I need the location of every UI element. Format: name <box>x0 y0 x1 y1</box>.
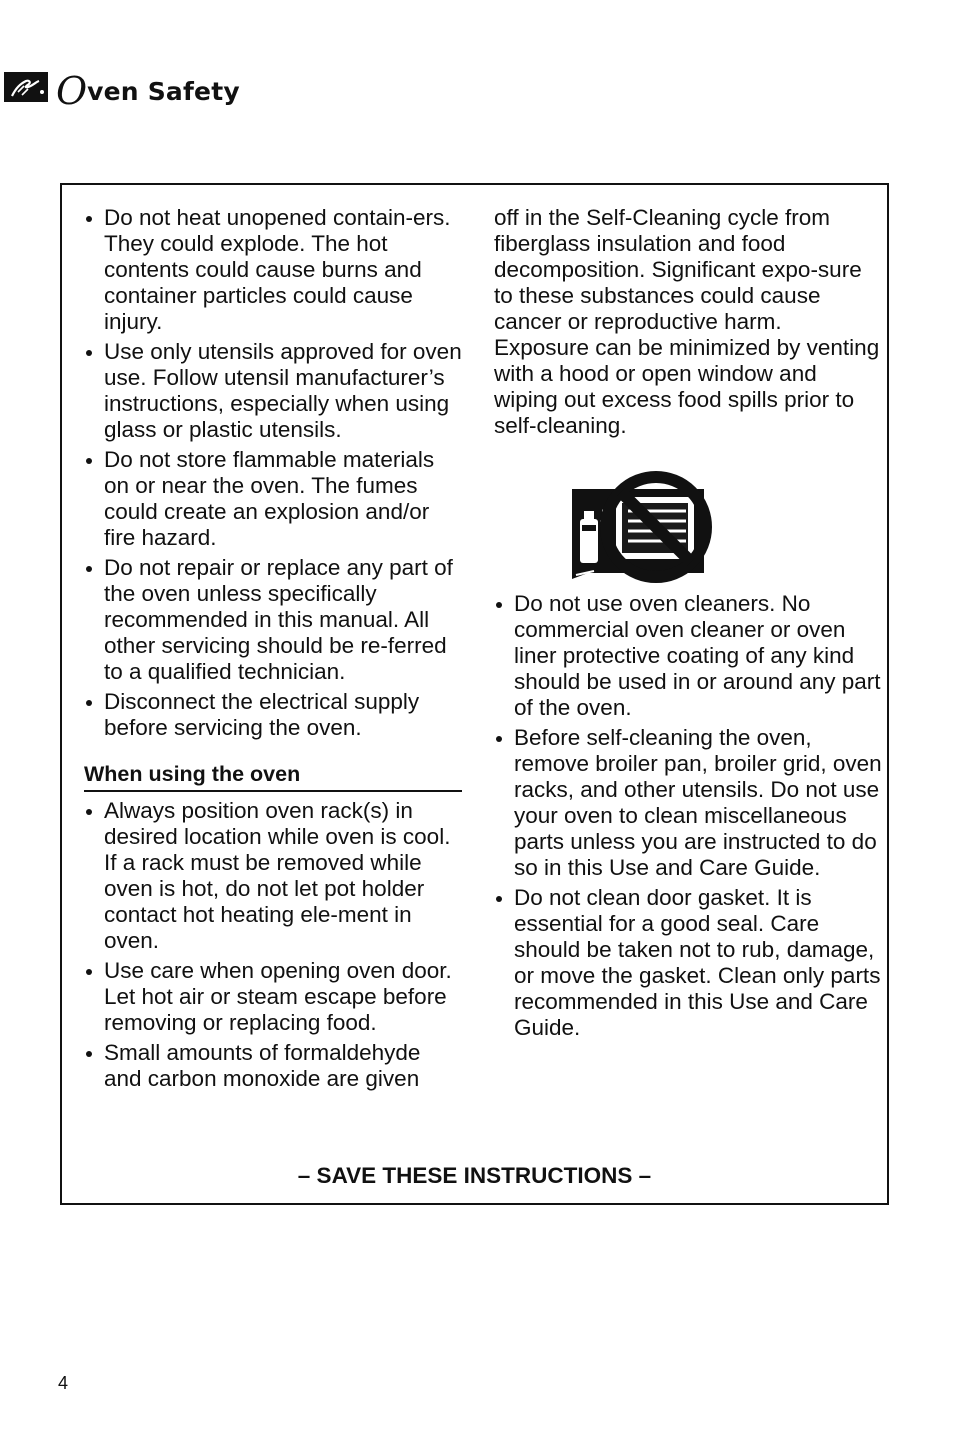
list-item: Do not store flammable materials on or near the oven. The fumes could create an explosion and/or fire hazard. <box>84 447 462 551</box>
section-heading: When using the oven <box>84 761 462 792</box>
list-item: Always position oven rack(s) in desired location while oven is cool. If a rack must be removed while oven is hot, do not let pot holder contact hot heating ele-ment in oven. <box>84 798 462 954</box>
list-item: Use care when opening oven door. Let hot air or steam escape before removing or replacing food. <box>84 958 462 1036</box>
oven-use-list <box>84 798 462 1092</box>
page-title-initial: O <box>56 69 88 113</box>
list-item: Small amounts of formaldehyde and carbon monoxide are given <box>84 1040 462 1092</box>
cleaning-safety-list <box>494 591 882 1041</box>
page-header <box>4 66 240 113</box>
page-title: ven Safety <box>87 77 240 106</box>
list-item: Do not heat unopened contain-ers. They could explode. The hot contents could cause burns and container particles could cause injury. <box>84 205 462 335</box>
continued-paragraph: off in the Self-Cleaning cycle from fiberglass insulation and food decomposition. Significant expo-sure to these substances could cause cancer or reproductive harm. Exposure can be minimized by venting with a hood or open window and wiping out excess food spills prior to self-cleaning. <box>494 205 880 438</box>
general-safety-list <box>84 205 462 741</box>
caution-hand-icon <box>4 72 48 102</box>
right-column <box>494 205 882 1045</box>
save-instructions-note: – SAVE THESE INSTRUCTIONS – <box>297 1163 652 1188</box>
safety-instructions-box <box>60 183 889 1205</box>
list-item: Use only utensils approved for oven use. Follow utensil manufacturer’s instructions, especially when using glass or plastic utensils. <box>84 339 462 443</box>
list-item: Do not repair or replace any part of the oven unless specifically recommended in this manual. All other servicing should be re-ferred to a qualified technician. <box>84 555 462 685</box>
no-oven-cleaner-icon <box>558 467 718 591</box>
list-item: Do not clean door gasket. It is essential for a good seal. Care should be taken not to rub, damage, or move the gasket. Clean only parts recommended in this Use and Care Guide. <box>494 885 882 1041</box>
list-item: Disconnect the electrical supply before servicing the oven. <box>84 689 462 741</box>
list-item: Do not use oven cleaners. No commercial oven cleaner or oven liner protective coating of any kind should be used in or around any part of the oven. <box>494 591 882 721</box>
list-item: Before self-cleaning the oven, remove broiler pan, broiler grid, oven racks, and other utensils. Do not use your oven to clean miscellaneous parts unless you are instructed to do so in this Use and Care Guide. <box>494 725 882 881</box>
page-number: 4 <box>58 1373 69 1393</box>
left-column <box>84 205 462 1096</box>
